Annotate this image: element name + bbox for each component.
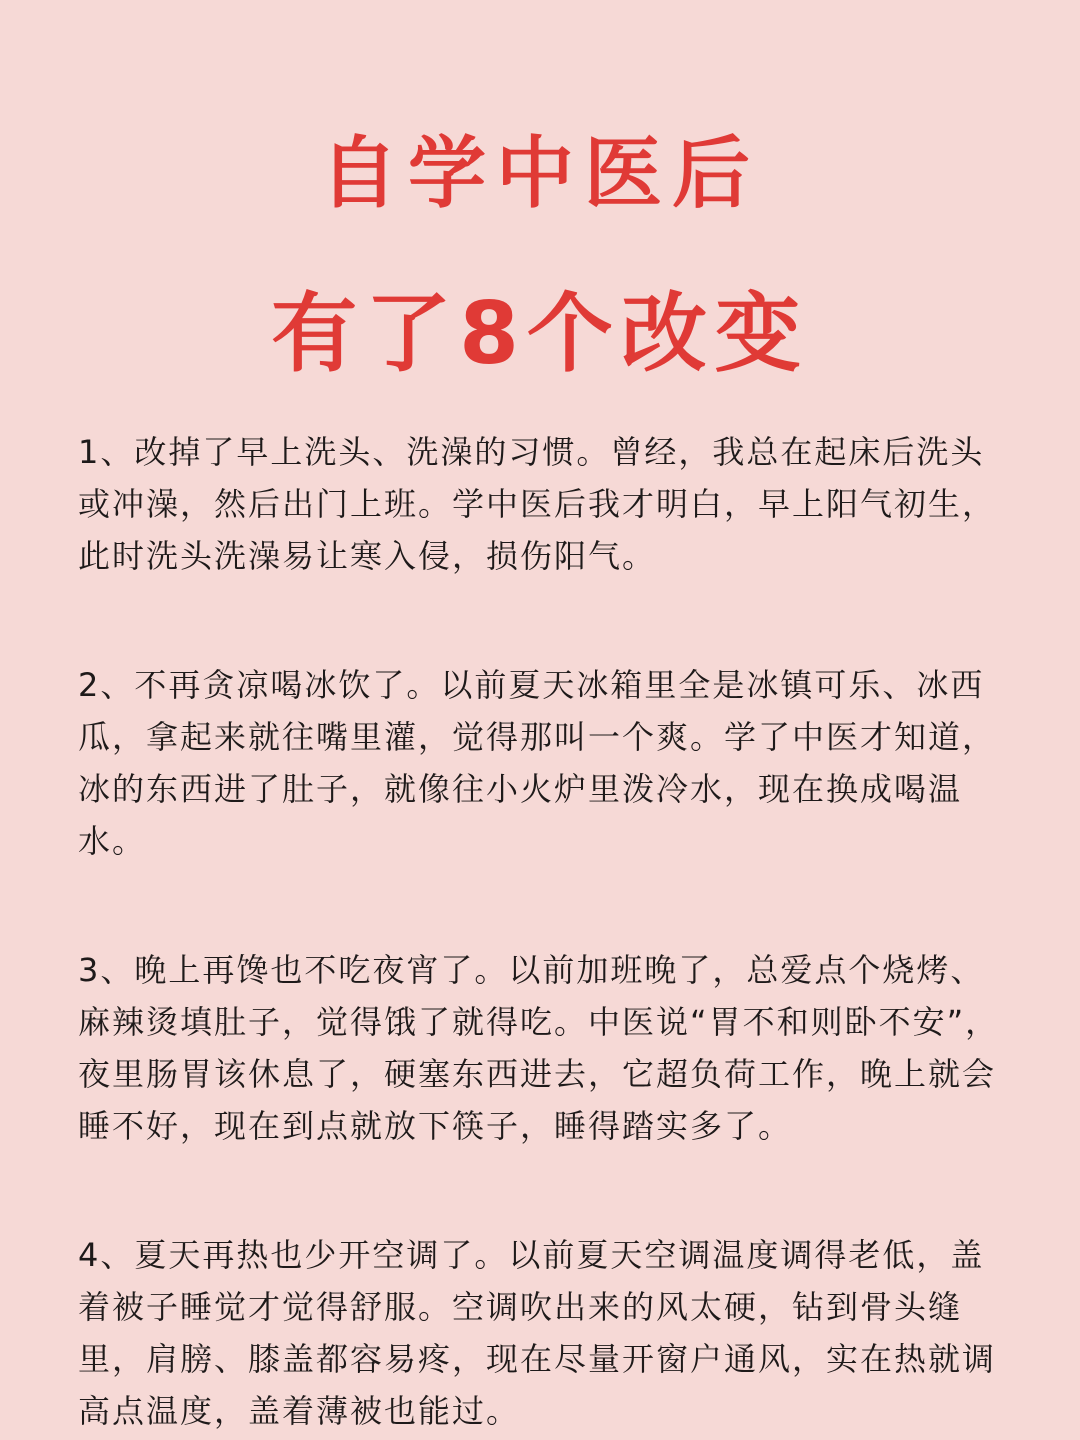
paragraph-1: 1、改掉了早上洗头、洗澡的习惯。曾经，我总在起床后洗头或冲澡，然后出门上班。学中医后我才明白，早上阳气初生，此时洗头洗澡易让寒入侵，损伤阳气。 (78, 433, 997, 575)
paragraph-4: 4、夏天再热也少开空调了。以前夏天空调温度调得老低，盖着被子睡觉才觉得舒服。空调吹出来的风太硬，钻到骨头缝里，肩膀、膝盖都容易疼，现在尽量开窗户通风，实在热就调高点温度，盖着薄被也能过。 (78, 1236, 997, 1430)
page-title-line-2: 有了8个改变 (271, 284, 809, 384)
page-title-line-1: 自学中医后 (319, 129, 760, 219)
content-body (78, 426, 1018, 1437)
paragraph-3: 3、晚上再馋也不吃夜宵了。以前加班晚了，总爱点个烧烤、麻辣烫填肚子，觉得饿了就得吃。中医说“胃不和则卧不安”，夜里肠胃该休息了，硬塞东西进去，它超负荷工作，晚上就会睡不好，现在到点就放下筷子，睡得踏实多了。 (78, 951, 1000, 1145)
paragraph-2: 2、不再贪凉喝冰饮了。以前夏天冰箱里全是冰镇可乐、冰西瓜，拿起来就往嘴里灌，觉得那叫一个爽。学了中医才知道，冰的东西进了肚子，就像往小火炉里泼冷水，现在换成喝温水。 (78, 666, 997, 860)
